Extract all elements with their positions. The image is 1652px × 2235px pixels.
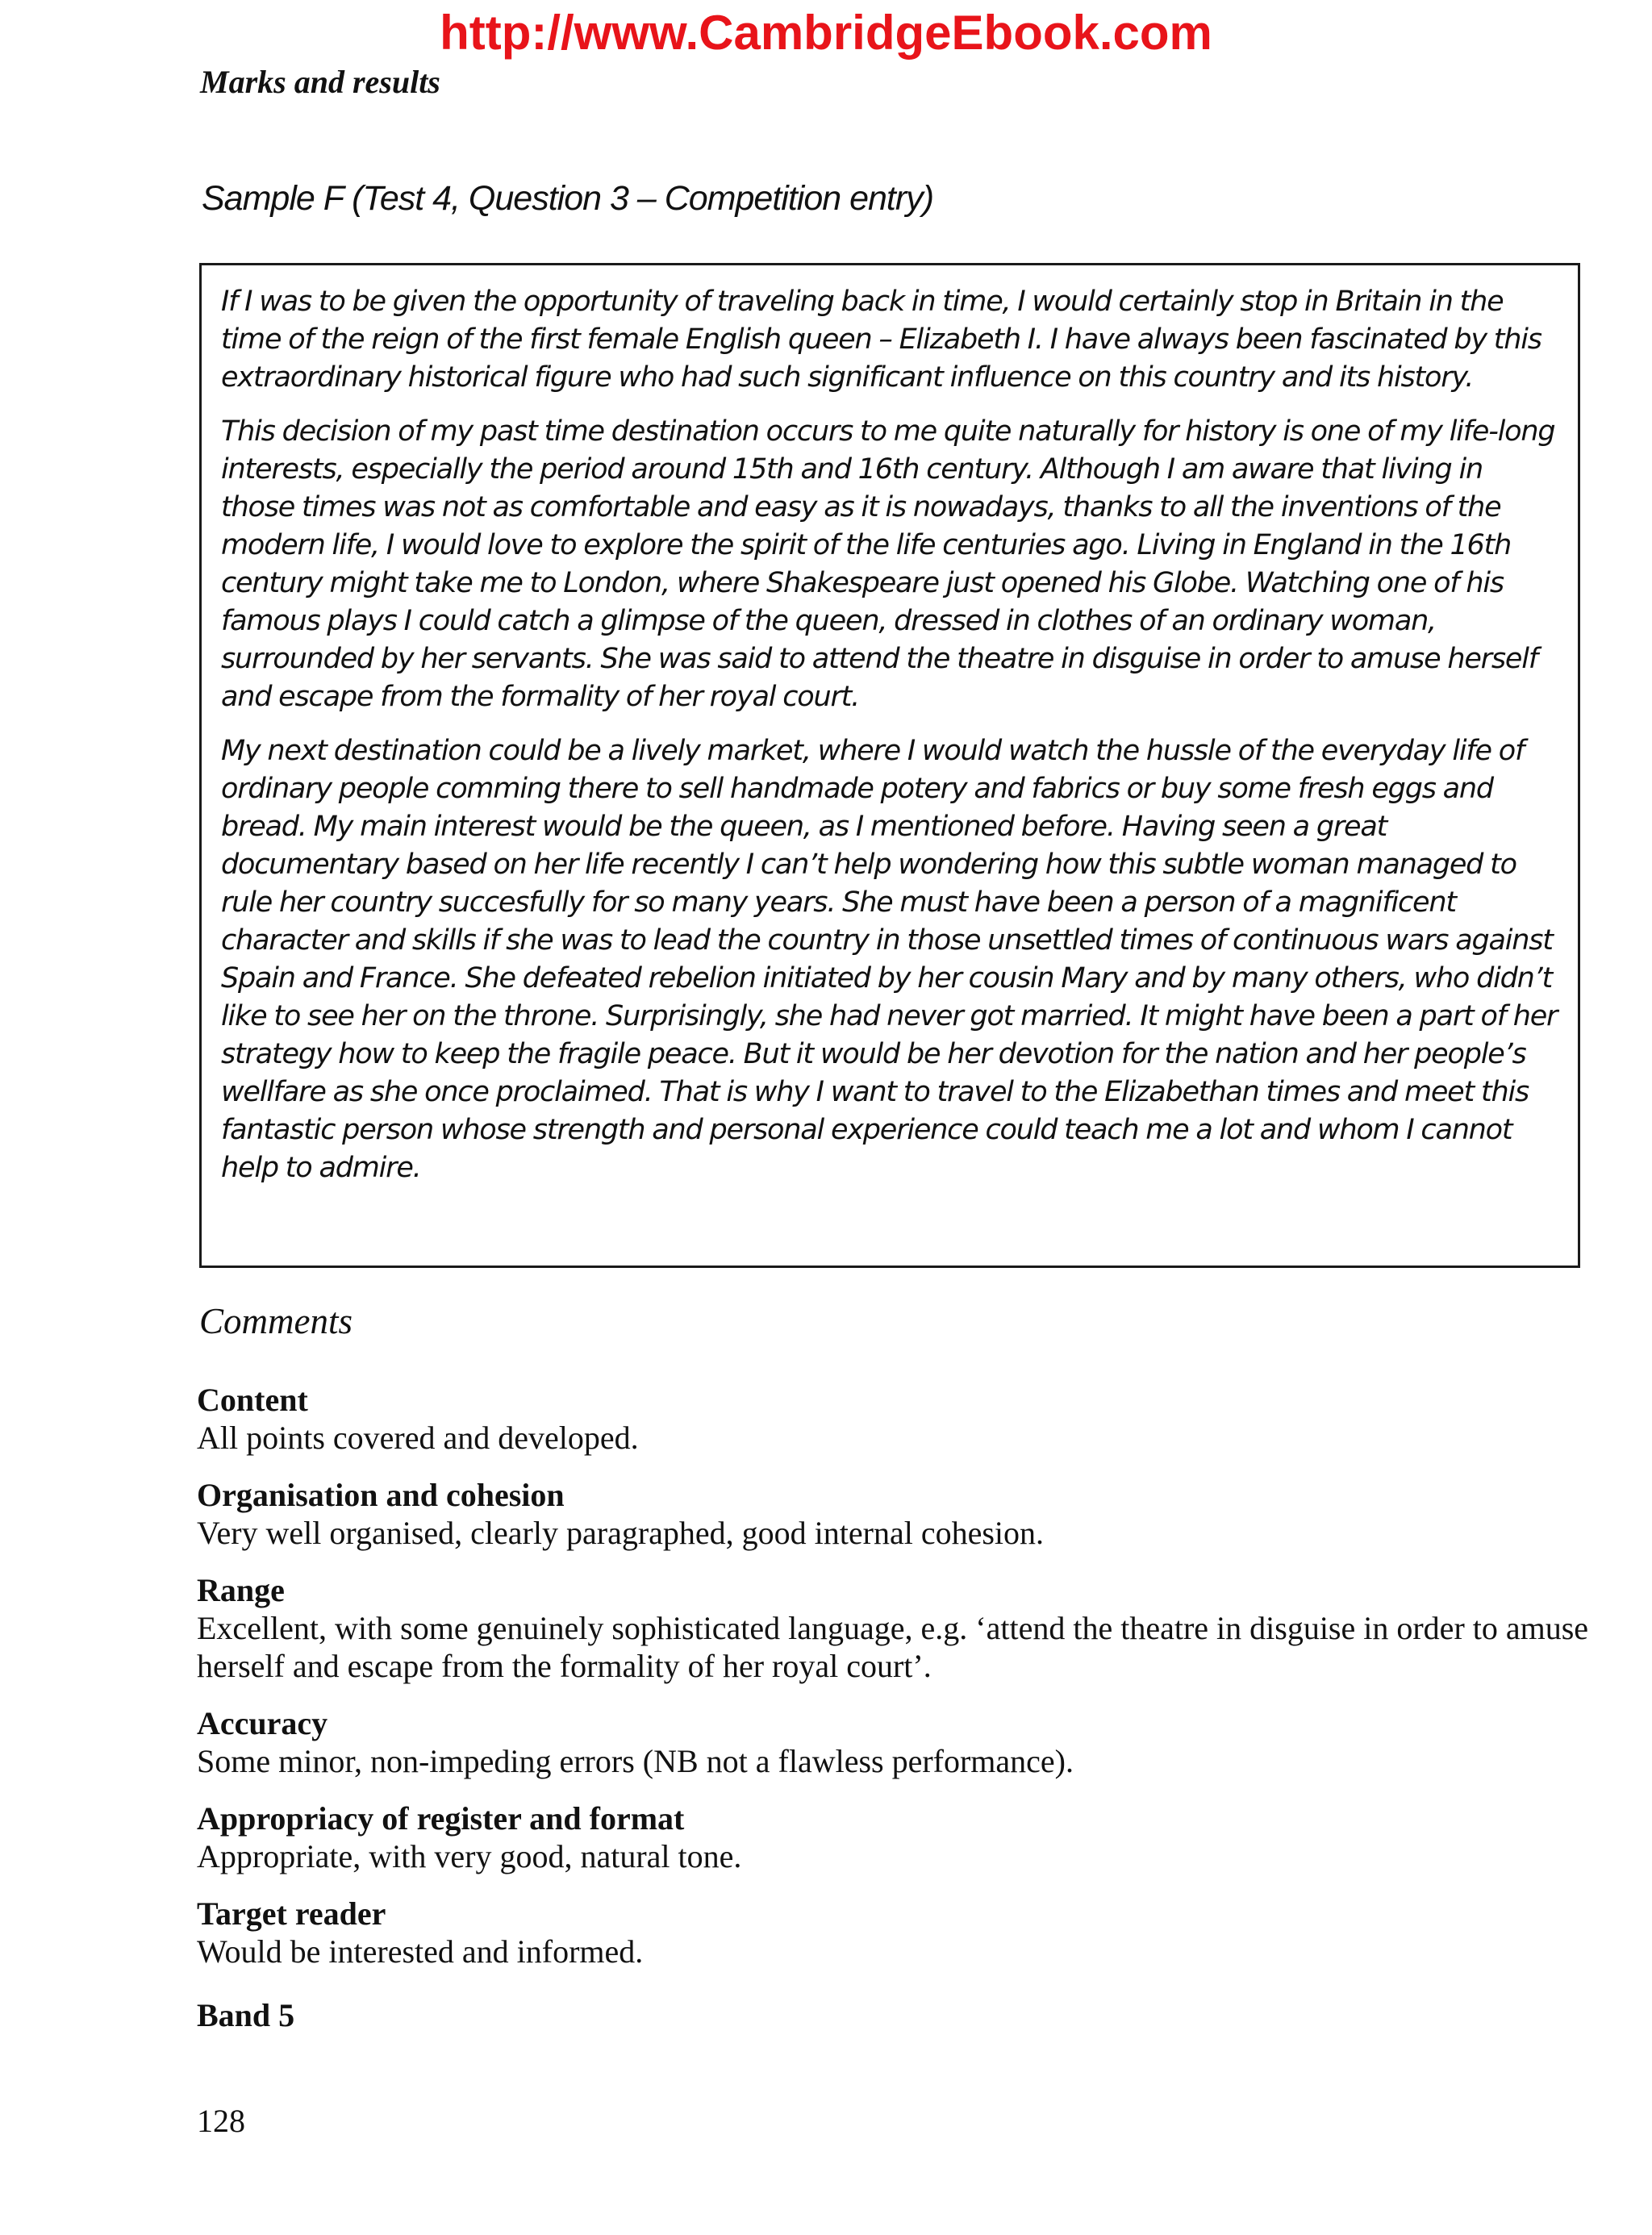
watermark-url: http://www.CambridgeEbook.com — [440, 6, 1212, 60]
comment-text: Some minor, non-impeding errors (NB not a flawless performance). — [197, 1743, 1074, 1779]
comment-register — [197, 1799, 1600, 1875]
comment-content — [197, 1381, 1600, 1457]
sample-title: Sample F (Test 4, Question 3 – Competition entry) — [202, 179, 934, 218]
essay-paragraph-3: My next destination could be a lively market, where I would watch the hussle of the everyday life of ordinary people comming there to sell handmade potery and fabrics or buy some fresh eggs and bread. My main interest would be the queen, as I mentioned before. Having seen a great documentary based on her life recently I can’t help wondering how this subtle woman managed to rule her country succesfully for so many years. She must have been a person of a magnificent character and skills if she was to lead the country in those unsettled times of continuous wars against Spain and France. She defeated rebelion initiated by her cousin Mary and by many others, who didn’t like to see her on the throne. Surprisingly, she had never got married. It might have been a part of her strategy how to keep the fragile peace. But it would be her devotion for the nation and her people’s wellfare as she once proclaimed. That is why I want to travel to the Elizabethan times and meet this fantastic person whose strength and personal experience could teach me a lot and whom I cannot help to admire. — [221, 735, 1558, 1184]
comment-text: Would be interested and informed. — [197, 1933, 644, 1970]
comment-accuracy — [197, 1704, 1600, 1780]
band-score: Band 5 — [197, 1997, 295, 2033]
comment-label: Accuracy — [197, 1705, 328, 1741]
essay-paragraph-1: If I was to be given the opportunity of traveling back in time, I would certainly stop in Britain in the time of the reign of the first female English queen – Elizabeth I. I have always been fascinated by this extraordinary historical figure who had such significant influence on this country and its history. — [221, 286, 1541, 394]
essay-box — [199, 263, 1580, 1268]
comment-label: Content — [197, 1382, 308, 1418]
running-head: Marks and results — [200, 64, 440, 100]
comment-label: Target reader — [197, 1895, 386, 1932]
comment-text: All points covered and developed. — [197, 1420, 639, 1456]
comments-list — [197, 1381, 1600, 1990]
page-number: 128 — [197, 2103, 245, 2139]
comment-label: Organisation and cohesion — [197, 1477, 565, 1513]
comment-target-reader — [197, 1895, 1600, 1970]
comment-organisation — [197, 1476, 1600, 1552]
comments-heading: Comments — [199, 1301, 353, 1341]
comment-text: Very well organised, clearly paragraphed, good internal cohesion. — [197, 1515, 1044, 1551]
comment-text: Excellent, with some genuinely sophisticated language, e.g. ‘attend the theatre in disguise in order to amuse herself and escape from the formality of her royal court’. — [197, 1610, 1589, 1684]
comment-range — [197, 1571, 1600, 1685]
comment-label: Appropriacy of register and format — [197, 1800, 685, 1837]
essay-paragraph-2: This decision of my past time destination occurs to me quite naturally for history is one of my life-long interests, especially the period around 15th and 16th century. Although I am aware that living in those times was not as comfortable and easy as it is nowadays, thanks to all the inventions of the modern life, I would love to explore the spirit of the life centuries ago. Living in England in the 16th century might take me to London, where Shakespeare just opened his Globe. Watching one of his famous plays I could catch a glimpse of the queen, dressed in clothes of an ordinary woman, surrounded by her servants. She was said to attend the theatre in disguise in order to amuse herself and escape from the formality of her royal court. — [221, 415, 1555, 713]
comment-label: Range — [197, 1572, 285, 1608]
comment-text: Appropriate, with very good, natural tone. — [197, 1838, 742, 1874]
